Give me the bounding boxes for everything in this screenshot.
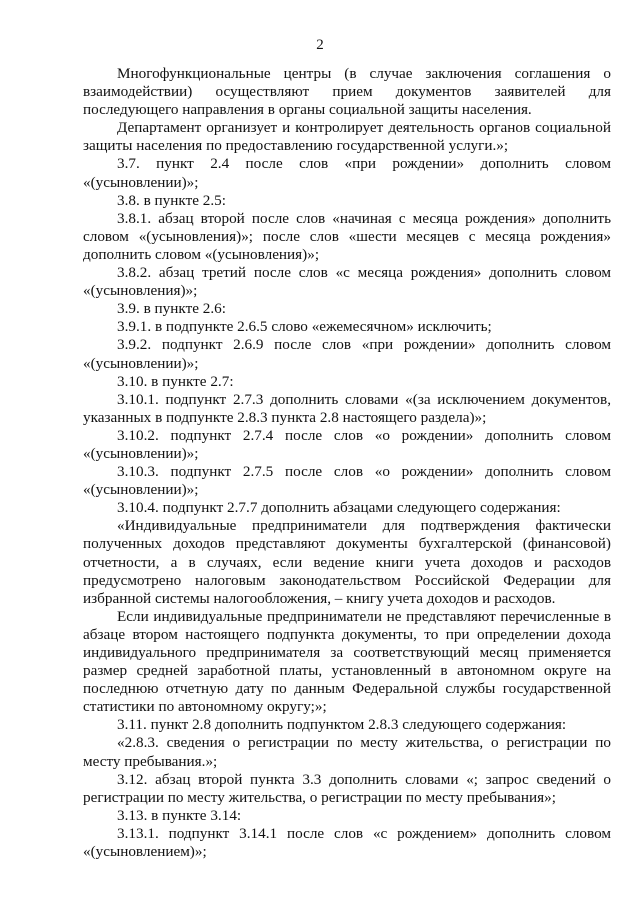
- paragraph-mfc: Многофункциональные центры (в случае заключения соглашения о взаимодействии) осуществляют прием документов заявителей для последующего направления в органы социальной защиты населения.: [83, 65, 611, 119]
- paragraph-2-8-3: «2.8.3. сведения о регистрации по месту жительства, о регистрации по месту пребывания.»;: [83, 734, 611, 770]
- document-body: [83, 65, 611, 861]
- paragraph-3-8-2: 3.8.2. абзац третий после слов «с месяца рождения» дополнить словом «(усыновления)»;: [83, 264, 611, 300]
- paragraph-3-9-2: 3.9.2. подпункт 2.6.9 после слов «при рождении» дополнить словом «(усыновлении)»;: [83, 336, 611, 372]
- paragraph-3-10-3: 3.10.3. подпункт 2.7.5 после слов «о рождении» дополнить словом «(усыновлении)»;: [83, 463, 611, 499]
- paragraph-3-12: 3.12. абзац второй пункта 3.3 дополнить словами «; запрос сведений о регистрации по месту жительства, о регистрации по месту пребывания»;: [83, 770, 611, 806]
- paragraph-entrepreneurs: «Индивидуальные предприниматели для подтверждения фактически полученных доходов представляют документы бухгалтерской (финансовой) отчетности, а в случаях, если ведение книги учета доходов и расходов предусмотрено налоговым законодательством Российской Федерации для избранной системы налогообложения, – книгу учета доходов и расходов.: [83, 517, 611, 607]
- paragraph-3-8-1: 3.8.1. абзац второй после слов «начиная с месяца рождения» дополнить словом «(усыновления)»; после слов «шести месяцев с месяца рождения» дополнить словом «(усыновления)»;: [83, 209, 611, 263]
- paragraph-3-13: 3.13. в пункте 3.14:: [117, 806, 242, 824]
- paragraph-entrepreneurs-absent-docs: Если индивидуальные предприниматели не представляют перечисленные в абзаце втором настоящего подпункта документы, то при определении дохода индивидуального предпринимателя за соответствующий месяц применяется размер средней заработной платы, установленный в автономном округе на последнюю отчетную дату по данным Федеральной службы государственной статистики по автономному округу;»;: [83, 607, 611, 716]
- paragraph-3-10: 3.10. в пункте 2.7:: [117, 372, 234, 390]
- paragraph-3-10-2: 3.10.2. подпункт 2.7.4 после слов «о рождении» дополнить словом «(усыновлении)»;: [83, 426, 611, 462]
- paragraph-3-10-1: 3.10.1. подпункт 2.7.3 дополнить словами «(за исключением документов, указанных в подпункте 2.8.3 пункта 2.8 настоящего раздела)»;: [83, 390, 611, 426]
- paragraph-3-9: 3.9. в пункте 2.6:: [117, 300, 226, 318]
- paragraph-department: Департамент организует и контролирует деятельность органов социальной защиты населения по предоставлению государственной услуги.»;: [83, 119, 611, 155]
- paragraph-3-7: 3.7. пункт 2.4 после слов «при рождении» дополнить словом «(усыновлении)»;: [83, 155, 611, 191]
- paragraph-3-13-1: 3.13.1. подпункт 3.14.1 после слов «с рождением» дополнить словом «(усыновлением)»;: [83, 824, 611, 861]
- paragraph-3-8: 3.8. в пункте 2.5:: [117, 191, 226, 209]
- paragraph-3-11: 3.11. пункт 2.8 дополнить подпунктом 2.8.3 следующего содержания:: [117, 716, 567, 734]
- page-number: 2: [316, 37, 324, 53]
- paragraph-3-10-4: 3.10.4. подпункт 2.7.7 дополнить абзацами следующего содержания:: [117, 499, 561, 517]
- paragraph-3-9-1: 3.9.1. в подпункте 2.6.5 слово «ежемесячном» исключить;: [117, 318, 492, 336]
